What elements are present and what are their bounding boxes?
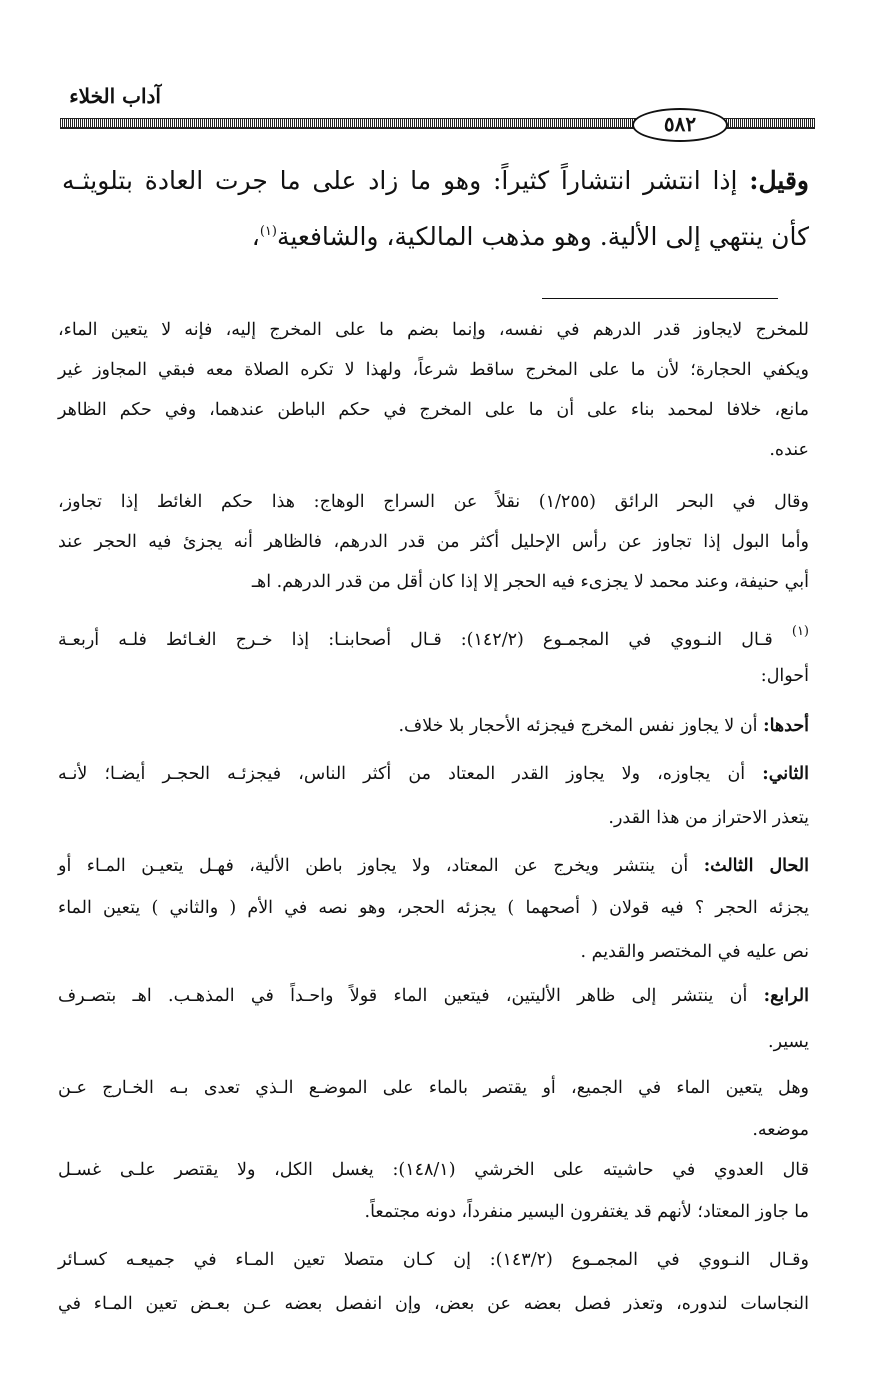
fn-case3-line1 [58, 856, 809, 876]
footnote-reference: (١) [259, 224, 277, 239]
fn-para5-line1: وقـال النـووي في المجمـوع (١٤٣/٢): إن كـان متصلا تعين المـاء في جميعـه كسـائر [58, 1250, 809, 1270]
case4-text-1: أن ينتشر إلى ظاهر الأليتين، فيتعين الماء قولاً واحـداً في المذهـب. اهـ بتصـرف [58, 986, 764, 1006]
fn-para5-line2: النجاسات لندوره، وتعذر فصل بعضه عن بعض، وإن انفصل بعضه عـن بعـض تعين المـاء في [58, 1294, 809, 1314]
case3-text-1: أن ينتشر ويخرج عن المعتاد، ولا يجاوز باطن الألية، فهـل يتعيـن المـاء أو [58, 856, 704, 876]
fn-case1-line1 [58, 716, 809, 736]
footnote-separator [542, 298, 778, 299]
case2-text-1: أن يجاوزه، ولا يجاوز القدر المعتاد من أكثر الناس، فيجزئـه الحجـر أيضـا؛ لأنـه [58, 764, 763, 784]
running-title: آداب الخلاء [69, 84, 161, 108]
fn-note1-line2: أحوال: [760, 666, 809, 686]
main-line-2-text: كأن ينتهي إلى الألية. وهو مذهب المالكية، والشافعية [276, 222, 809, 251]
fn-para1-line4: عنده. [769, 440, 809, 460]
fn-para1-line2: ويكفي الحجارة؛ لأن ما على المخرج ساقط شرعاً، ولهذا لا تكره الصلاة معه فبقي المجاوز غير [58, 360, 809, 380]
fn-para1-line3: مانع، خلافا لمحمد بناء على أن ما على المخرج في حكم الباطن عندهما، وفي حكم الظاهر [58, 400, 809, 420]
fn-note1-line1 [58, 624, 809, 650]
fn-para2-line3: أبي حنيفة، وعند محمد لا يجزىء فيه الحجر إلا إذا كان أقل من قدر الدرهم. اهـ [251, 572, 809, 592]
fn-para1-line1: للمخرج لايجاوز قدر الدرهم في نفسه، وإنما بضم ما على المخرج إليه، فإنه لا يتعين الماء، [58, 320, 809, 340]
fn-case4-line1 [58, 986, 809, 1006]
case3-label: الحال الثالث: [703, 856, 809, 876]
fn-para2-line2: وأما البول إذا تجاوز عن رأس الإحليل أكثر من قدر الدرهم، فالظاهر أنه يجزئ فيه الحجر عند [58, 532, 809, 552]
fn-case4-line2: يسير. [768, 1032, 809, 1052]
fn-case2-line1 [58, 764, 809, 784]
main-line-2-end: ، [251, 222, 260, 251]
fn-case3-line2: يجزئه الحجر ؟ فيه قولان ( أصحهما ) يجزئه الحجر، وهو نصه في الأم ( والثاني ) يتعين الماء [58, 898, 809, 918]
fn-para3-line1: وهل يتعين الماء في الجميع، أو يقتصر بالماء على الموضـع الـذي تعدى بـه الخـارج عـن [58, 1078, 809, 1098]
case2-label: الثاني: [762, 764, 809, 784]
case1-label: أحدها: [763, 716, 809, 736]
fn-note1-line1-text: قـال النـووي في المجمـوع (١٤٢/٢): قـال أصحابنـا: إذا خـرج الغـائط فلـه أربعـة [58, 630, 792, 650]
main-line-1 [62, 166, 809, 195]
case4-label: الرابع: [763, 986, 809, 1006]
footnote-marker: (١) [791, 624, 809, 639]
case1-text: أن لا يجاوز نفس المخرج فيجزئه الأحجار بلا خلاف. [398, 716, 764, 736]
fn-para4-line1: قال العدوي في حاشيته على الخرشي (١٤٨/١): يغسل الكل، ولا يقتصر علـى غسـل [58, 1160, 809, 1180]
fn-para4-line2: ما جاوز المعتاد؛ لأنهم قد يغتفرون اليسير منفرداً، دونه مجتمعاً. [364, 1202, 809, 1222]
fn-para2-line1: وقال في البحر الرائق (١/٢٥٥) نقلاً عن السراج الوهاج: هذا حكم الغائط إذا تجاوز، [58, 492, 809, 512]
fn-case3-line3: نص عليه في المختصر والقديم . [580, 942, 809, 962]
main-line-2 [62, 222, 809, 251]
page-number: ٥٨٢ [632, 108, 728, 142]
fn-case2-line2: يتعذر الاحتراز من هذا القدر. [608, 808, 809, 828]
main-line-1-text: إذا انتشر انتشاراً كثيراً: وهو ما زاد على ما جرت العادة بتلويثـه [62, 166, 750, 195]
main-lead-term: وقيل: [749, 166, 809, 195]
fn-para3-line2: موضعه. [752, 1120, 809, 1140]
